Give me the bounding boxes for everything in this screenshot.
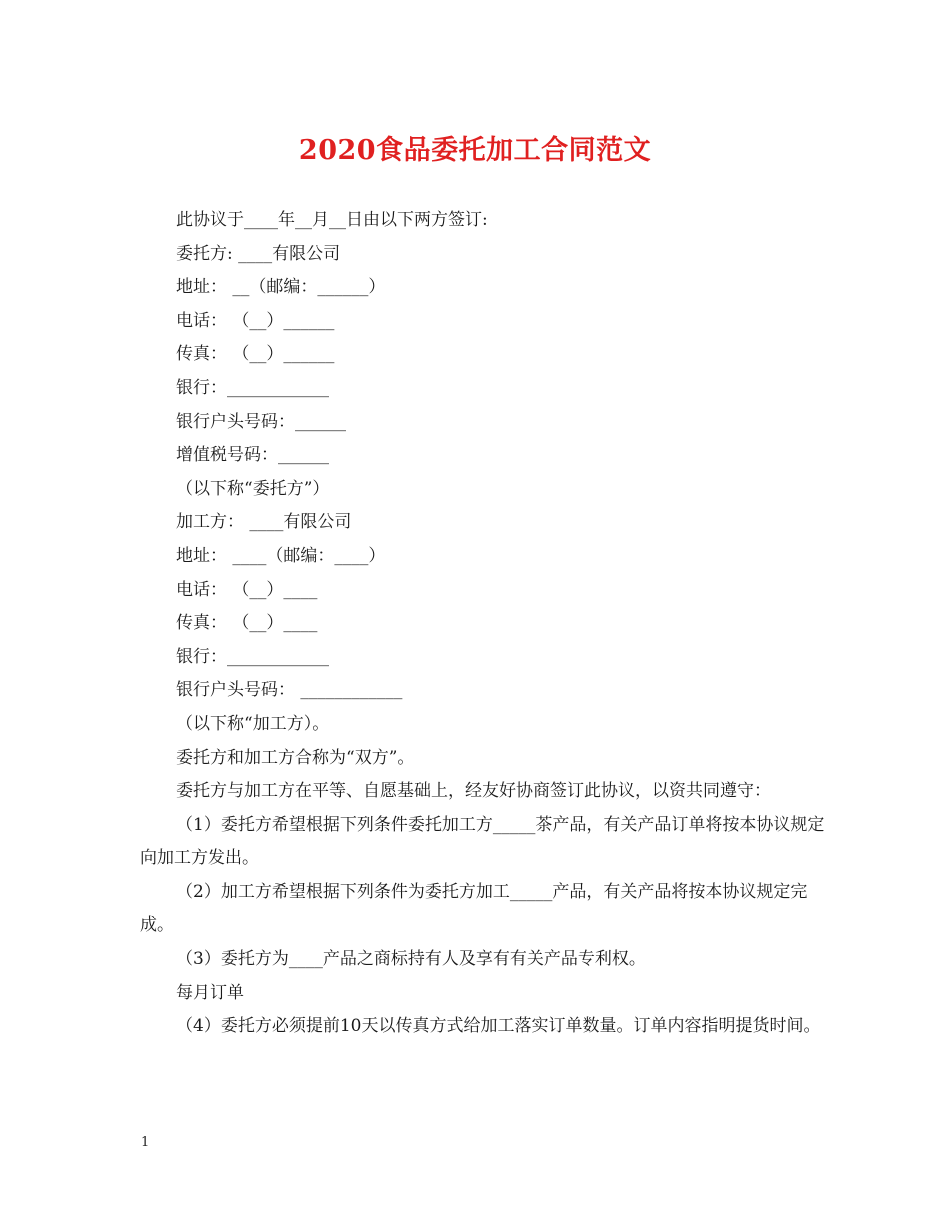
clause-4: （4）委托方必须提前10天以传真方式给加工落实订单数量。订单内容指明提货时间。	[176, 1016, 821, 1037]
client-name-line: 委托方: ____有限公司	[176, 243, 341, 264]
document-title: 2020食品委托加工合同范文	[298, 135, 652, 166]
agreement-preamble-line: 委托方与加工方在平等、自愿基础上，经友好协商签订此协议，以资共同遵守：	[176, 781, 771, 802]
client-fax-line: 传真： （__）______	[176, 344, 335, 365]
client-phone-line: 电话： （__）______	[176, 310, 335, 331]
client-address-line: 地址： __（邮编：______）	[176, 277, 386, 298]
processor-fax-line: 传真： （__）____	[176, 613, 318, 634]
client-account-line: 银行户头号码：______	[176, 411, 346, 432]
document-body	[140, 204, 830, 1044]
processor-phone-line: 电话： （__）____	[176, 579, 318, 600]
page-number: 1	[141, 1135, 150, 1150]
clause-1: （1）委托方希望根据下列条件委托加工方_____茶产品，有关产品订单将按本协议规定向加工方发出。	[140, 814, 825, 869]
client-alias-line: （以下称“委托方”）	[176, 478, 330, 499]
client-vat-line: 增值税号码：______	[176, 445, 329, 466]
client-bank-line: 银行：____________	[176, 377, 329, 398]
agreement-date-line: 此协议于____年__月__日由以下两方签订:	[176, 210, 488, 230]
processor-name-line: 加工方： ____有限公司	[176, 512, 352, 533]
processor-bank-line: 银行：____________	[176, 646, 329, 667]
section-heading-monthly-orders: 每月订单	[176, 982, 244, 1003]
parties-definition-line: 委托方和加工方合称为“双方”。	[176, 747, 415, 768]
processor-account-line: 银行户头号码： ____________	[176, 680, 403, 701]
processor-address-line: 地址： ____（邮编：____）	[176, 545, 386, 566]
clause-3: （3）委托方为____产品之商标持有人及享有有关产品专利权。	[176, 949, 646, 970]
processor-alias-line: （以下称“加工方）。	[176, 713, 330, 734]
clause-2: （2）加工方希望根据下列条件为委托方加工_____产品，有关产品将按本协议规定完成。	[140, 881, 808, 936]
